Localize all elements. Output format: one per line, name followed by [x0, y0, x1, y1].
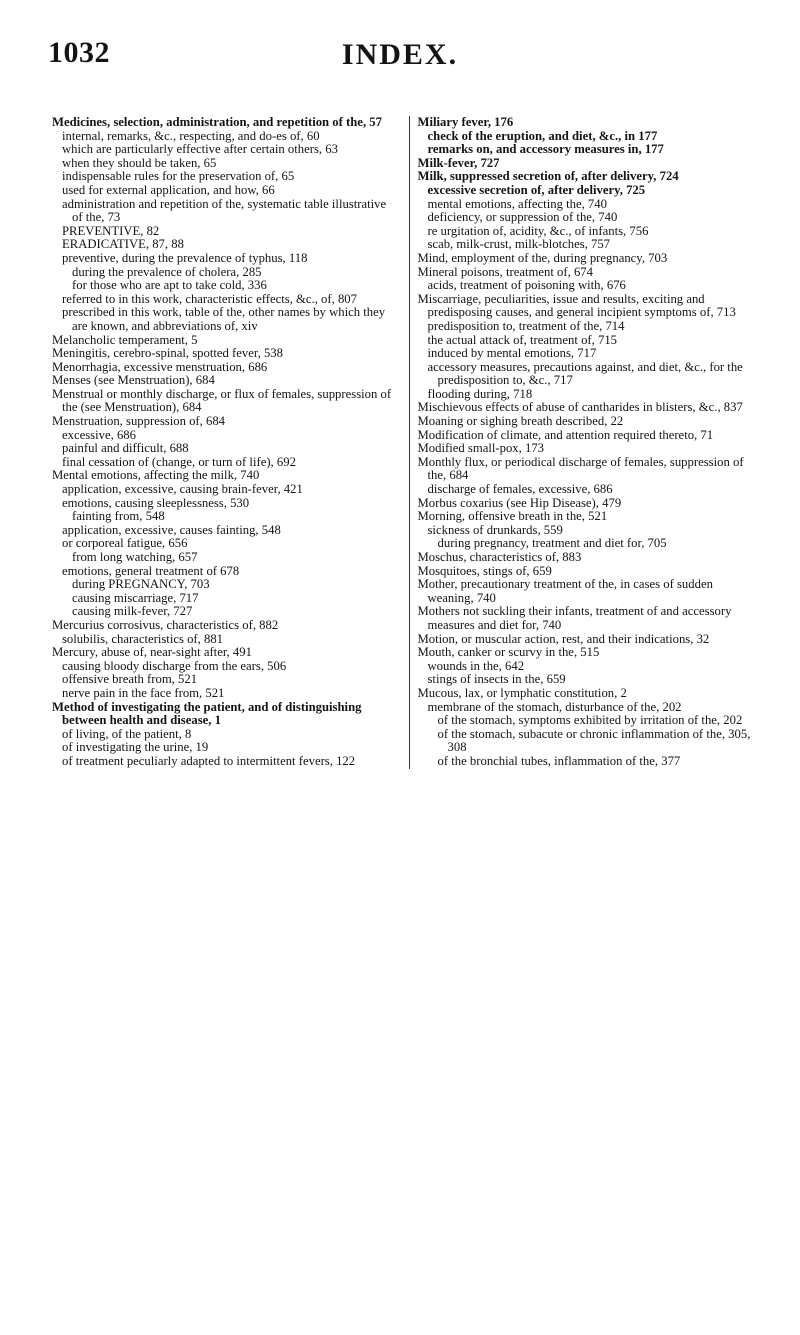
index-entry: preventive, during the prevalence of typhus, 118	[62, 250, 308, 265]
index-entry: mental emotions, affecting the, 740	[427, 196, 607, 211]
index-entry: Melancholic temperament, 5	[52, 332, 198, 347]
index-entry: scab, milk-crust, milk-blotches, 757	[427, 237, 611, 252]
index-entry: of the bronchial tubes, inflammation of the, 377	[437, 753, 681, 768]
index-columns	[52, 116, 760, 769]
index-entry: excessive, 686	[62, 427, 136, 442]
right-column	[409, 116, 761, 769]
index-entry: discharge of females, excessive, 686	[427, 482, 613, 497]
index-entry: sickness of drunkards, 559	[427, 522, 563, 537]
left-column	[52, 116, 409, 769]
index-entry: solubilis, characteristics of, 881	[62, 631, 224, 646]
page-number: 1032	[48, 36, 110, 69]
index-entry: wounds in the, 642	[427, 658, 525, 673]
index-entry: indispensable rules for the preservation of, 65	[62, 169, 295, 184]
index-entry: for those who are apt to take cold, 336	[72, 278, 267, 293]
index-entry: Miscarriage, peculiarities, issue and results, exciting and predisposing causes, and general incipient symptoms of, 713	[417, 291, 736, 320]
index-entry: emotions, causing sleeplessness, 530	[62, 495, 250, 510]
index-entry: Mouth, canker or scurvy in the, 515	[417, 645, 600, 660]
index-entry: accessory measures, precautions against, and diet, &c., for the predisposition to, &c., 717	[427, 359, 743, 388]
index-entry: during the prevalence of cholera, 285	[72, 264, 262, 279]
index-entry: induced by mental emotions, 717	[427, 346, 597, 361]
index-entry: causing milk-fever, 727	[72, 604, 193, 619]
index-entry: of treatment peculiarly adapted to intermittent fevers, 122	[62, 753, 356, 768]
index-entry: causing miscarriage, 717	[72, 590, 199, 605]
index-entry: Morning, offensive breath in the, 521	[417, 509, 608, 524]
index-entry: Mind, employment of the, during pregnancy, 703	[417, 250, 668, 265]
index-entry: application, excessive, causing brain-fever, 421	[62, 482, 303, 497]
index-entry: final cessation of (change, or turn of life), 692	[62, 454, 296, 469]
index-entry: Mercury, abuse of, near-sight after, 491	[52, 645, 252, 660]
index-entry: internal, remarks, &c., respecting, and do-es of, 60	[62, 128, 320, 143]
index-entry: administration and repetition of the, systematic table illustrative of the, 73	[62, 196, 387, 225]
index-entry: Medicines, selection, administration, and repetition of the, 57	[52, 115, 382, 129]
index-entry: of living, of the patient, 8	[62, 726, 192, 741]
index-entry: when they should be taken, 65	[62, 155, 217, 170]
index-entry: Menorrhagia, excessive menstruation, 686	[52, 359, 268, 374]
index-entry: painful and difficult, 688	[62, 441, 189, 456]
index-entry: Motion, or muscular action, rest, and their indications, 32	[417, 631, 710, 646]
index-entry: acids, treatment of poisoning with, 676	[427, 278, 626, 293]
index-entry: from long watching, 657	[72, 550, 198, 564]
index-entry: Mother, precautionary treatment of the, in cases of sudden weaning, 740	[417, 577, 713, 605]
index-entry: of the stomach, symptoms exhibited by irritation of the, 202	[437, 713, 743, 728]
index-entry: Mental emotions, affecting the milk, 740	[52, 468, 260, 483]
index-entry: Miliary fever, 176	[417, 115, 514, 129]
index-entry: nerve pain in the face from, 521	[62, 685, 225, 700]
index-entry: Mosquitoes, stings of, 659	[417, 563, 552, 578]
index-entry: causing bloody discharge from the ears, 506	[62, 658, 287, 673]
index-entry: Mucous, lax, or lymphatic constitution, 2	[417, 685, 627, 700]
index-entry: Moaning or sighing breath described, 22	[417, 414, 624, 429]
index-entry: Monthly flux, or periodical discharge of females, suppression of the, 684	[417, 454, 744, 483]
index-entry: Mothers not suckling their infants, treatment of and accessory measures and diet for, 740	[417, 604, 732, 632]
index-entry: of the stomach, subacute or chronic inflammation of the, 305, 308	[437, 726, 751, 755]
page-title: INDEX.	[341, 38, 459, 71]
index-entry: emotions, general treatment of 678	[62, 563, 240, 578]
index-entry: deficiency, or suppression of the, 740	[427, 210, 618, 225]
index-entry: Mercurius corrosivus, characteristics of, 882	[52, 617, 279, 632]
index-entry: Menstrual or monthly discharge, or flux of females, suppression of the (see Menstruation), 684	[52, 386, 392, 415]
index-entry: used for external application, and how, 66	[62, 182, 275, 197]
index-entry: Method of investigating the patient, and of distinguishing between health and disease, 1	[52, 699, 362, 728]
index-entry: Milk-fever, 727	[417, 155, 500, 170]
index-entry: Milk, suppressed secretion of, after delivery, 724	[417, 169, 679, 184]
index-entry: offensive breath from, 521	[62, 672, 198, 687]
index-entry: Moschus, characteristics of, 883	[417, 550, 582, 564]
index-entry: of investigating the urine, 19	[62, 740, 209, 755]
index-entry: predisposition to, treatment of the, 714	[427, 318, 625, 333]
index-entry: during pregnancy, treatment and diet for, 705	[437, 536, 667, 551]
index-entry: excessive secretion of, after delivery, 725	[427, 182, 646, 197]
index-entry: fainting from, 548	[72, 509, 165, 524]
index-entry: Menses (see Menstruation), 684	[52, 373, 215, 388]
index-entry: the actual attack of, treatment of, 715	[427, 332, 618, 347]
index-entry: referred to in this work, characteristic effects, &c., of, 807	[62, 291, 357, 306]
index-entry: Mischievous effects of abuse of cantharides in blisters, &c., 837	[417, 400, 743, 415]
index-entry: Menstruation, suppression of, 684	[52, 414, 226, 429]
index-entry: ERADICATIVE, 87, 88	[62, 237, 184, 252]
index-entry: check of the eruption, and diet, &c., in 177	[427, 128, 658, 143]
index-entry: during PREGNANCY, 703	[72, 577, 210, 592]
index-entry: stings of insects in the, 659	[427, 672, 566, 687]
index-entry: application, excessive, causes fainting, 548	[62, 522, 281, 537]
index-entry: or corporeal fatigue, 656	[62, 536, 188, 551]
index-entry: Morbus coxarius (see Hip Disease), 479	[417, 495, 622, 510]
index-entry: re urgitation of, acidity, &c., of infants, 756	[427, 223, 649, 238]
index-entry: PREVENTIVE, 82	[62, 223, 160, 238]
index-entry: Meningitis, cerebro-spinal, spotted fever, 538	[52, 346, 283, 361]
index-entry: Modification of climate, and attention required thereto, 71	[417, 427, 714, 442]
index-entry: which are particularly effective after certain others, 63	[62, 142, 338, 157]
index-entry: membrane of the stomach, disturbance of the, 202	[427, 699, 682, 714]
index-entry: prescribed in this work, table of the, other names by which they are known, and abbreviations of, xiv	[62, 305, 386, 333]
index-entry: Mineral poisons, treatment of, 674	[417, 264, 593, 279]
index-entry: flooding during, 718	[427, 386, 533, 401]
index-entry: remarks on, and accessory measures in, 177	[427, 142, 664, 157]
index-entry: Modified small-pox, 173	[417, 441, 545, 456]
